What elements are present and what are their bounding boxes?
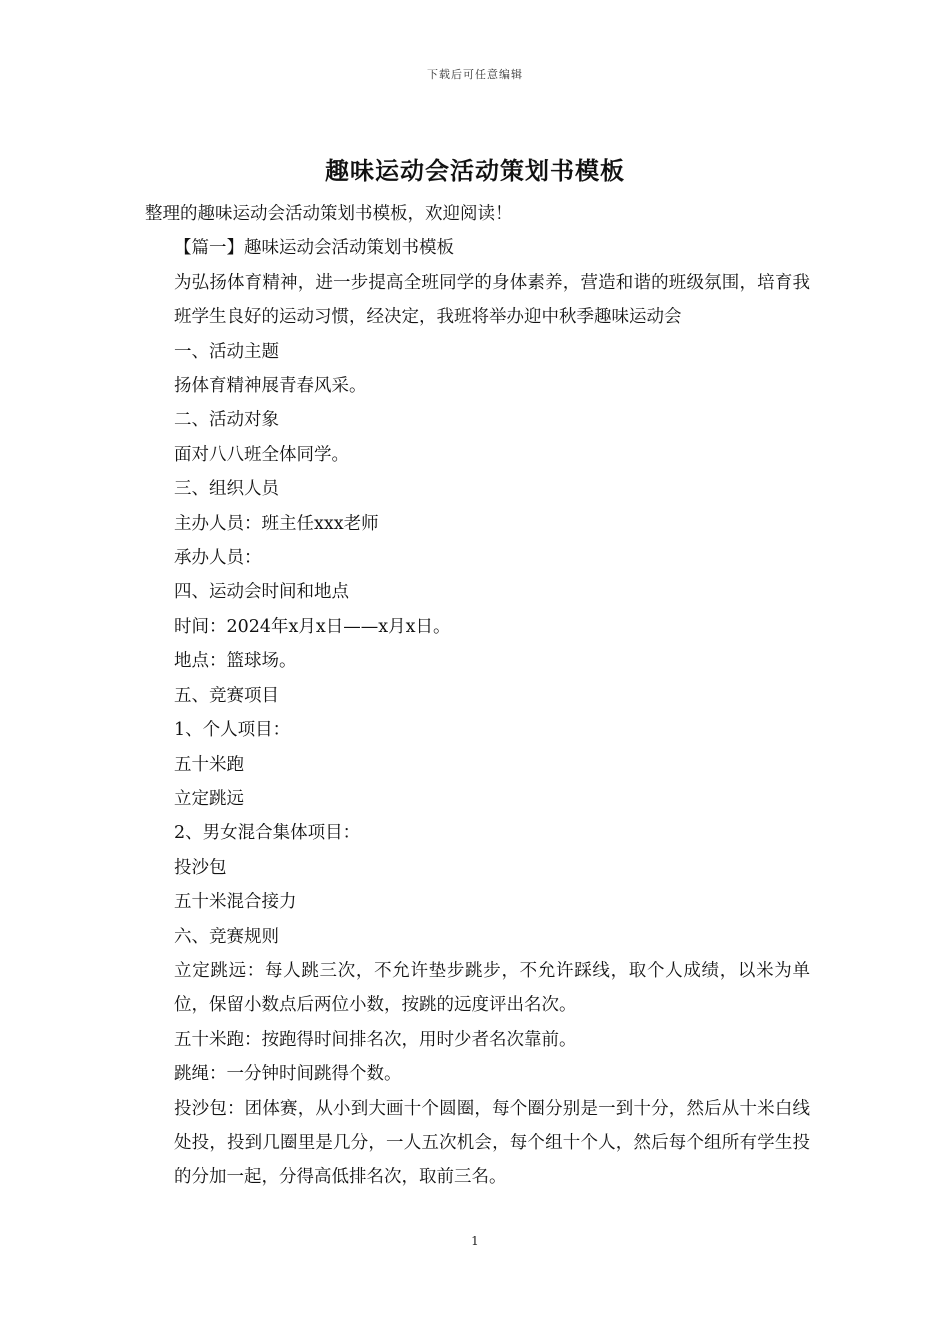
body-paragraph: 为弘扬体育精神，进一步提高全班同学的身体素养，营造和谐的班级氛围，培育我班学生良好的运动习惯，经决定，我班将举办迎中秋季趣味运动会 xyxy=(174,272,810,328)
document-title: 趣味运动会活动策划书模板 xyxy=(325,156,625,185)
list-item: 立定跳远 xyxy=(174,788,244,809)
section-heading: 四、运动会时间和地点 xyxy=(174,582,349,603)
page-number: 1 xyxy=(471,1234,479,1248)
section-heading: 六、竞赛规则 xyxy=(174,926,279,947)
body-paragraph: 承办人员： xyxy=(174,548,262,569)
body-paragraph: 地点：篮球场。 xyxy=(174,651,297,672)
section-heading: 【篇一】趣味运动会活动策划书模板 xyxy=(174,238,454,259)
list-item: 投沙包 xyxy=(174,857,227,878)
section-heading: 一、活动主题 xyxy=(174,341,279,362)
body-paragraph: 五十米跑：按跑得时间排名次，用时少者名次靠前。 xyxy=(174,1029,577,1050)
body-paragraph: 主办人员：班主任xxx老师 xyxy=(174,513,379,534)
body-paragraph: 时间：2024年x月x日——x月x日。 xyxy=(174,616,451,637)
body-paragraph: 扬体育精神展青春风采。 xyxy=(174,376,367,397)
body-paragraph: 2、男女混合集体项目： xyxy=(174,823,361,844)
section-heading: 二、活动对象 xyxy=(174,410,279,431)
body-paragraph: 面对八八班全体同学。 xyxy=(174,444,349,465)
list-item: 五十米混合接力 xyxy=(174,892,297,913)
body-paragraph: 投沙包：团体赛，从小到大画十个圆圈，每个圈分别是一到十分，然后从十米白线处投，投到几圈里是几分，一人五次机会，每个组十个人，然后每个组所有学生投的分加一起，分得高低排名次，取前三名。 xyxy=(174,1098,810,1188)
intro-paragraph: 整理的趣味运动会活动策划书模板，欢迎阅读！ xyxy=(145,204,513,224)
section-heading: 三、组织人员 xyxy=(174,479,279,500)
header-note: 下载后可任意编辑 xyxy=(427,68,523,81)
document-body xyxy=(145,197,810,1195)
body-paragraph: 1、个人项目： xyxy=(174,720,291,741)
body-paragraph: 立定跳远：每人跳三次，不允许垫步跳步，不允许踩线，取个人成绩，以米为单位，保留小数点后两位小数，按跳的远度评出名次。 xyxy=(174,960,810,1016)
list-item: 五十米跑 xyxy=(174,754,244,775)
section-heading: 五、竞赛项目 xyxy=(174,685,279,706)
body-paragraph: 跳绳：一分钟时间跳得个数。 xyxy=(174,1064,402,1085)
